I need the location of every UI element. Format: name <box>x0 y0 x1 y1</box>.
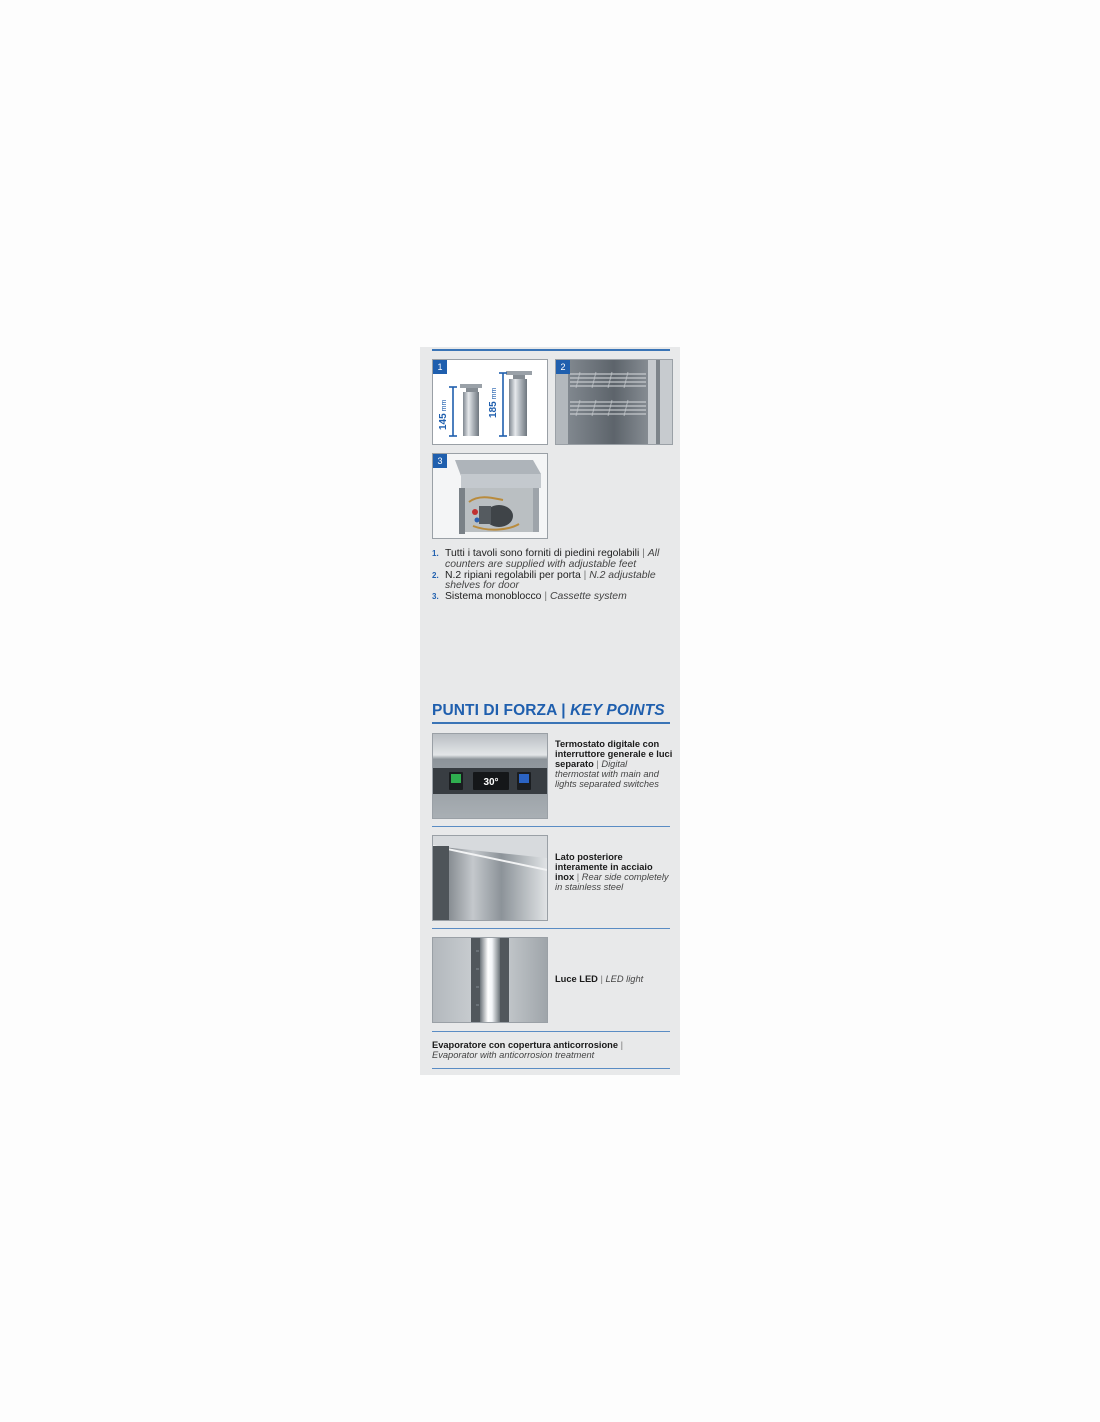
dimension-145-label: 145mm <box>438 399 449 430</box>
key-points-heading: PUNTI DI FORZA | KEY POINTS <box>432 702 665 719</box>
thermostat-display: 30° <box>483 777 499 788</box>
figure-badge: 1 <box>433 360 447 374</box>
adjustable-feet-image <box>433 360 547 444</box>
top-rule <box>432 349 670 351</box>
bottom-rule <box>432 1068 670 1069</box>
keypoint-led-photo <box>432 937 548 1023</box>
keypoint-rule <box>432 826 670 827</box>
keypoint-stainless-text: Lato posteriore interamente in acciaio inox | Rear side completely in stainless steel <box>555 852 669 892</box>
list-item: 3. Sistema monoblocco | Cassette system <box>432 591 627 603</box>
product-sheet-panel <box>420 347 680 1075</box>
features-list <box>432 549 672 603</box>
figure-shelves <box>555 359 673 445</box>
figure-badge: 2 <box>556 360 570 374</box>
keypoint-rule <box>432 1031 670 1032</box>
adjustable-shelves-image <box>556 360 672 444</box>
evaporator-text: Evaporatore con copertura anticorrosione | Evaporator with anticorrosion treatment <box>432 1040 623 1060</box>
keypoint-stainless-photo <box>432 835 548 921</box>
keypoint-thermostat-photo <box>432 733 548 819</box>
keypoint-led-text: Luce LED | LED light <box>555 974 644 984</box>
list-item: 1. Tutti i tavoli sono forniti di piedini regolabili | All counters are supplied with adjustable feet <box>432 548 660 570</box>
keypoint-rule <box>432 928 670 929</box>
led-light-image <box>433 938 547 1022</box>
monoblock-system-image <box>433 454 547 538</box>
figure-badge: 3 <box>433 454 447 468</box>
heading-rule <box>432 722 670 724</box>
list-item: 2. N.2 ripiani regolabili per porta | N.2 adjustable shelves for door <box>432 569 656 592</box>
dimension-185-label: 185mm <box>488 387 499 418</box>
figure-feet <box>432 359 548 445</box>
digital-thermostat-image <box>433 734 547 818</box>
figure-monoblock <box>432 453 548 539</box>
stainless-rear-image <box>433 836 547 920</box>
keypoint-thermostat-text: Termostato digitale con interruttore generale e luci separato | Digital thermostat with main and lights separated switches <box>555 739 673 789</box>
